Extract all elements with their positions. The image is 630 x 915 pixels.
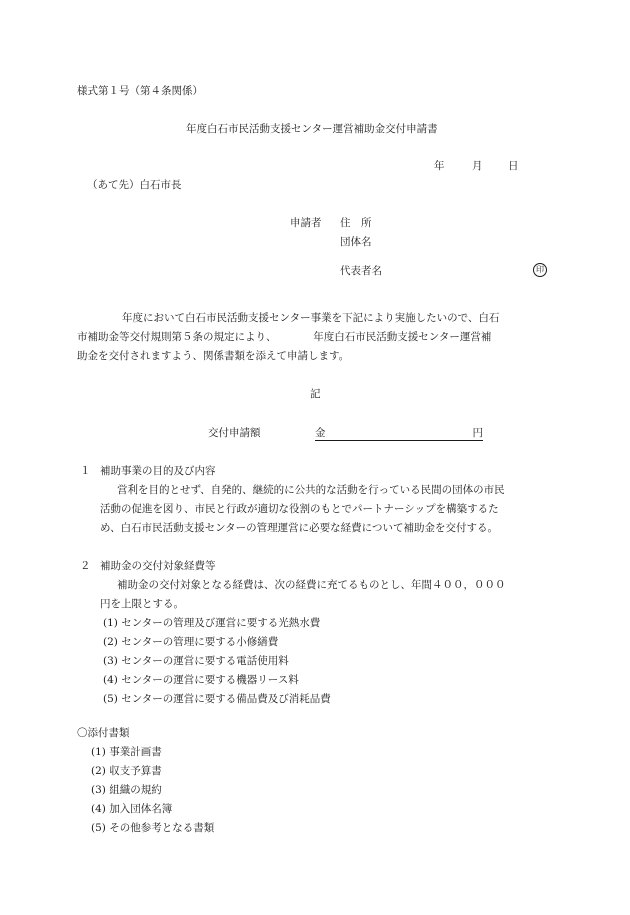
section-2-line: 補助金の交付対象となる経費は、次の経費に充てるものとし、年間４００，０００: [117, 579, 506, 591]
form-number: 様式第１号（第４条関係）: [77, 85, 203, 97]
section-2-item: (3) センターの運営に要する電話使用料: [103, 655, 289, 667]
section-1-line: 活動の促進を図り、市民と行政が適切な役割のもとでパートナーシップを構築するた: [100, 503, 499, 515]
section-1-line: め、白石市民活動支援センターの管理運営に必要な経費について補助金を交付する。: [100, 522, 498, 534]
addressee: （あて先）白石市長: [87, 179, 182, 191]
applicant-label: 申請者: [290, 217, 322, 229]
section-1-line: 営利を目的とせず、自発的、継続的に公共的な活動を行っている民間の団体の市民: [117, 484, 505, 496]
section-2-number: ２: [80, 560, 91, 572]
attachment-item: (3) 組織の規約: [91, 784, 162, 796]
body-text-line-1: 年度において白石市民活動支援センター事業を下記により実施したいので、白石: [122, 312, 500, 324]
date-year: 年: [434, 160, 445, 172]
section-2-item: (1) センターの管理及び運営に要する光熱水費: [103, 617, 321, 629]
attachment-item: (5) その他参考となる書類: [91, 822, 215, 834]
section-1-number: １: [80, 465, 91, 477]
attachment-item: (2) 収支予算書: [91, 765, 162, 777]
date-month: 月: [472, 160, 483, 172]
ki-heading: 記: [310, 388, 321, 400]
section-2-line: 円を上限とする。: [100, 598, 184, 610]
attachment-item: (1) 事業計画書: [91, 746, 162, 758]
section-1-title: 補助事業の目的及び内容: [100, 465, 216, 477]
amount-suffix: 円: [472, 427, 483, 439]
amount-prefix: 金: [315, 427, 326, 439]
document-title: 年度白石市民活動支援センター運営補助金交付申請書: [186, 123, 438, 135]
section-2-item: (2) センターの管理に要する小修繕費: [103, 636, 279, 648]
section-2-title: 補助金の交付対象経費等: [100, 560, 216, 572]
section-2-item: (4) センターの運営に要する機器リース料: [103, 674, 299, 686]
body-text-line-3: 助金を交付されますよう、関係書類を添えて申請します。: [77, 350, 350, 362]
section-2-item: (5) センターの運営に要する備品費及び消耗品費: [103, 693, 331, 705]
amount-field: [315, 427, 483, 441]
attachment-item: (4) 加入団体名簿: [91, 803, 173, 815]
body-text-line-2: 市補助金等交付規則第５条の規定により、 年度白石市民活動支援センター運営補: [77, 331, 492, 343]
organization-label: 団体名: [340, 236, 372, 248]
amount-label: 交付申請額: [208, 427, 261, 439]
date-day: 日: [508, 160, 519, 172]
representative-label: 代表者名: [340, 265, 382, 277]
seal-mark: 印: [533, 263, 547, 277]
address-label: 住 所: [340, 217, 372, 229]
attachments-title: 〇添付書類: [77, 727, 130, 739]
